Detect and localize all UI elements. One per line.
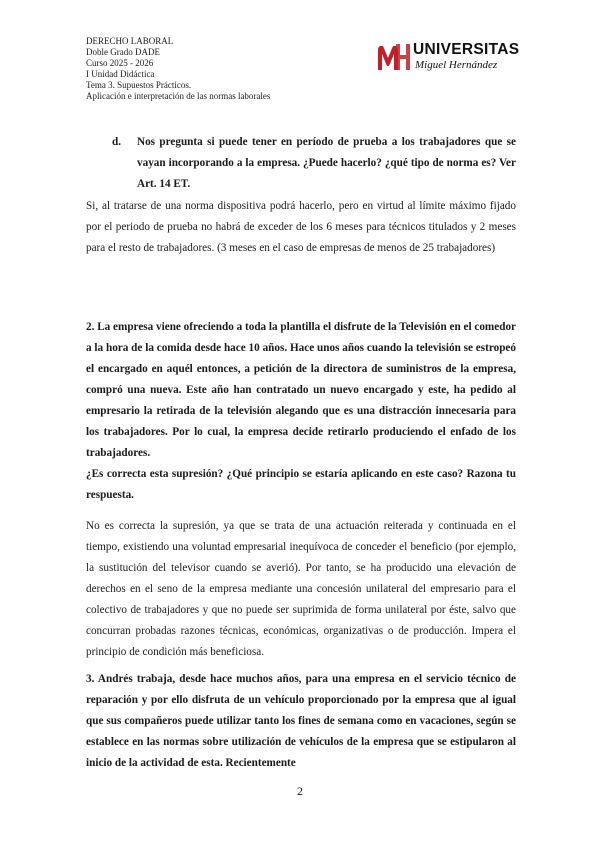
header-line: I Unidad Didáctica — [86, 69, 155, 79]
university-logo — [376, 40, 520, 80]
logo-mark-icon — [376, 40, 412, 76]
header-line: Aplicación e interpretación de las normas laborales — [86, 91, 271, 101]
page-number: 2 — [297, 784, 303, 798]
case-2-question: ¿Es correcta esta supresión? ¿Qué principio se estaría aplicando en este caso? Razona tu respuesta. — [86, 468, 516, 501]
question-d-label: d. — [112, 136, 122, 148]
header-line: Curso 2025 - 2026 — [86, 58, 154, 68]
header-line: DERECHO LABORAL — [86, 36, 174, 46]
answer-d: Si, al tratarse de una norma dispositiva podrá hacerlo, pero en virtud al límite máximo fijado por el periodo de prueba no habrá de exceder de los 6 meses para técnicos titulados y 2 meses para el resto de trabajadores. (3 meses en el caso de empresas de menos de 25 trabajadores) — [86, 200, 516, 254]
header-line: Tema 3. Supuestos Prácticos. — [86, 80, 192, 90]
case-3-statement: 3. Andrés trabaja, desde hace muchos años, para una empresa en el servicio técnico de reparación y por ello disfruta de un vehículo proporcionado por la empresa que al igual que sus compañeros puede utilizar tanto los fines de semana como en vacaciones, según se establece en las normas sobre utilización de vehículos de la empresa que se estipularon al inicio de la actividad de esta. Recientemente — [86, 673, 516, 769]
course-header — [86, 36, 270, 102]
question-d-text: Nos pregunta si puede tener en período de prueba a los trabajadores que se vayan incorporando a la empresa. ¿Puede hacerlo? ¿qué tipo de norma es? Ver Art. 14 ET. — [137, 136, 516, 190]
header-line: Doble Grado DADE — [86, 47, 160, 57]
logo-subtitle: Miguel Hernández — [415, 59, 498, 71]
question-d — [112, 132, 516, 195]
logo-title: UNIVERSITAS — [413, 41, 520, 58]
case-2-statement: 2. La empresa viene ofreciendo a toda la plantilla el disfrute de la Televisión en el comedor a la hora de la comida desde hace 10 años. Hace unos años cuando la televisión se estropeó el encargado en aquél entonces, a petición de la directora de suministros de la empresa, compró una nueva. Este año han contratado un nuevo encargado y este, ha pedido al empresario la retirada de la televisión alegando que es una distracción innecesaria para los trabajadores. Por lo cual, la empresa decide retirarlo produciendo el enfado de los trabajadores. — [86, 321, 516, 459]
case-2-answer: No es correcta la supresión, ya que se trata de una actuación reiterada y continuada en el tiempo, existiendo una voluntad empresarial inequívoca de conceder el beneficio (por ejemplo, la sustitución del televisor cuando se averió). Por tanto, se ha producido una elevación de derechos en el seno de la empresa mediante una concesión unilateral del empresario para el colectivo de trabajadores y que no puede ser suprimida de forma unilateral por éste, salvo que concurran probadas razones técnicas, económicas, organizativas o de producción. Impera el principio de condición más beneficiosa. — [86, 520, 516, 658]
